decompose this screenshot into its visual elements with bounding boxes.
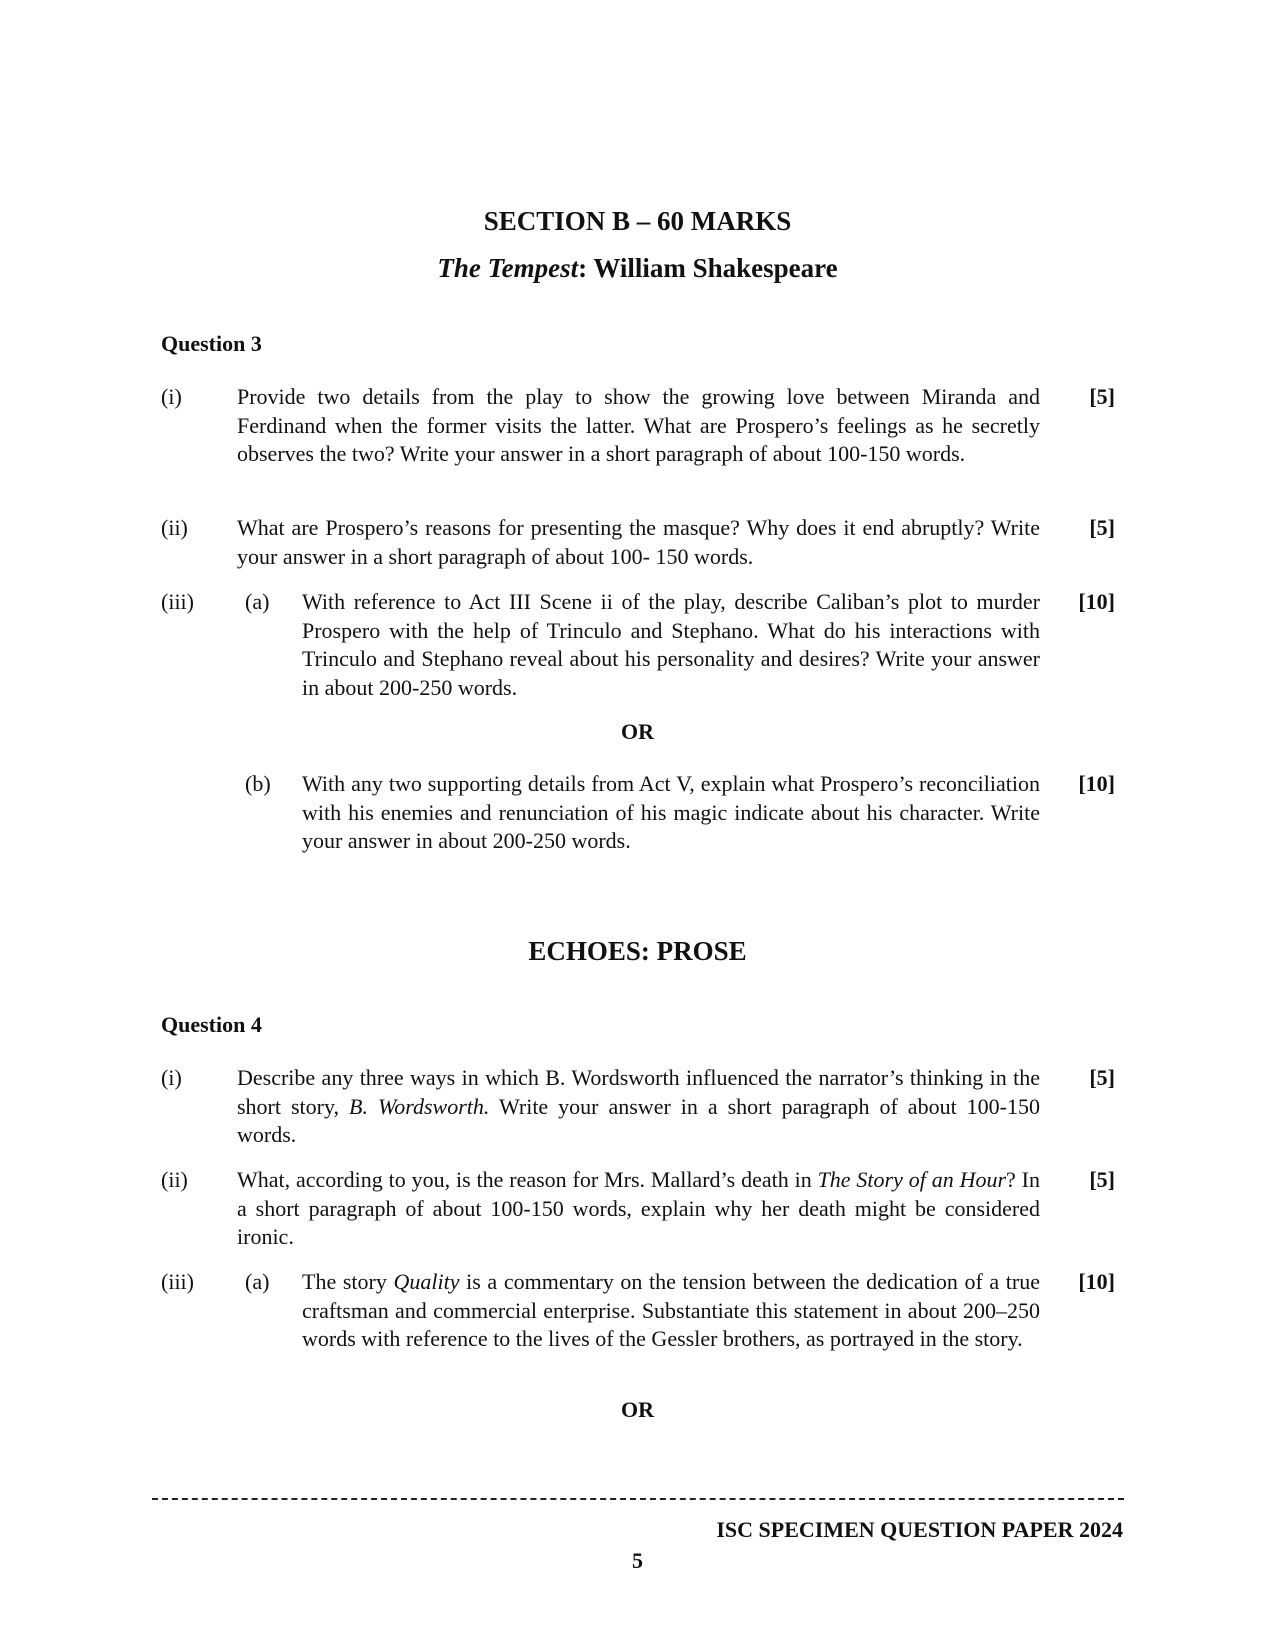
sub-part-letter: (a) [245, 589, 270, 614]
question-text: What are Prospero’s reasons for presenting the masque? Why does it end abruptly? Write your answer in a short paragraph of about 100- 150 words. [237, 515, 1040, 569]
part-number: (ii) [161, 1167, 188, 1192]
part-number: (iii) [161, 1269, 194, 1294]
part-number: (iii) [161, 589, 194, 614]
play-title-italic: The Tempest [437, 253, 579, 283]
echoes-prose-title: ECHOES: PROSE [528, 936, 747, 966]
question-4-heading: Question 4 [161, 1012, 262, 1037]
footer-title: ISC SPECIMEN QUESTION PAPER 2024 [716, 1517, 1123, 1542]
question-3-heading: Question 3 [161, 331, 262, 356]
question-text: What, according to you, is the reason for Mrs. Mallard’s death in The Story of an Hour? In a short paragraph of about 100-150 words, explain why her death might be considered ironic. [237, 1167, 1041, 1249]
page-number: 5 [632, 1548, 643, 1573]
question-text: The story Quality is a commentary on the tension between the dedication of a true craftsman and commercial enterprise. Substantiate this statement in about 200–250 words with reference to the lives of the Gessler brothers, as portrayed in the story. [302, 1269, 1041, 1351]
sub-part-letter: (a) [245, 1269, 270, 1294]
play-title [0, 252, 1275, 284]
marks-label: [10] [1078, 589, 1115, 614]
sub-part-letter: (b) [245, 771, 271, 796]
section-b-title: SECTION B – 60 MARKS [483, 206, 792, 236]
part-number: (i) [161, 1065, 182, 1090]
part-number: (i) [161, 384, 182, 409]
or-divider: OR [621, 719, 654, 744]
marks-label: [10] [1078, 771, 1115, 796]
question-text: With reference to Act III Scene ii of the play, describe Caliban’s plot to murder Prospero with the help of Trinculo and Stephano. What do his interactions with Trinculo and Stephano reveal about his personality and desires? Write your answer in about 200-250 words. [302, 589, 1040, 700]
play-title-author: : William Shakespeare [578, 253, 838, 283]
marks-label: [5] [1089, 1167, 1115, 1192]
marks-label: [5] [1089, 515, 1115, 540]
footer-divider [152, 1498, 1124, 1500]
part-number: (ii) [161, 515, 188, 540]
marks-label: [5] [1089, 384, 1115, 409]
or-divider: OR [621, 1397, 654, 1422]
question-text: Describe any three ways in which B. Wordsworth influenced the narrator’s thinking in the short story, B. Wordsworth. Write your answer in a short paragraph of about 100-150 words. [237, 1065, 1040, 1147]
question-text: With any two supporting details from Act V, explain what Prospero’s reconciliation with his enemies and renunciation of his magic indicate about his character. Write your answer in about 200-250 words. [302, 771, 1040, 853]
marks-label: [5] [1089, 1065, 1115, 1090]
question-text: Provide two details from the play to show the growing love between Miranda and Ferdinand when the former visits the latter. What are Prospero’s feelings as he secretly observes the two? Write your answer in a short paragraph of about 100-150 words. [237, 384, 1040, 466]
marks-label: [10] [1078, 1269, 1115, 1294]
